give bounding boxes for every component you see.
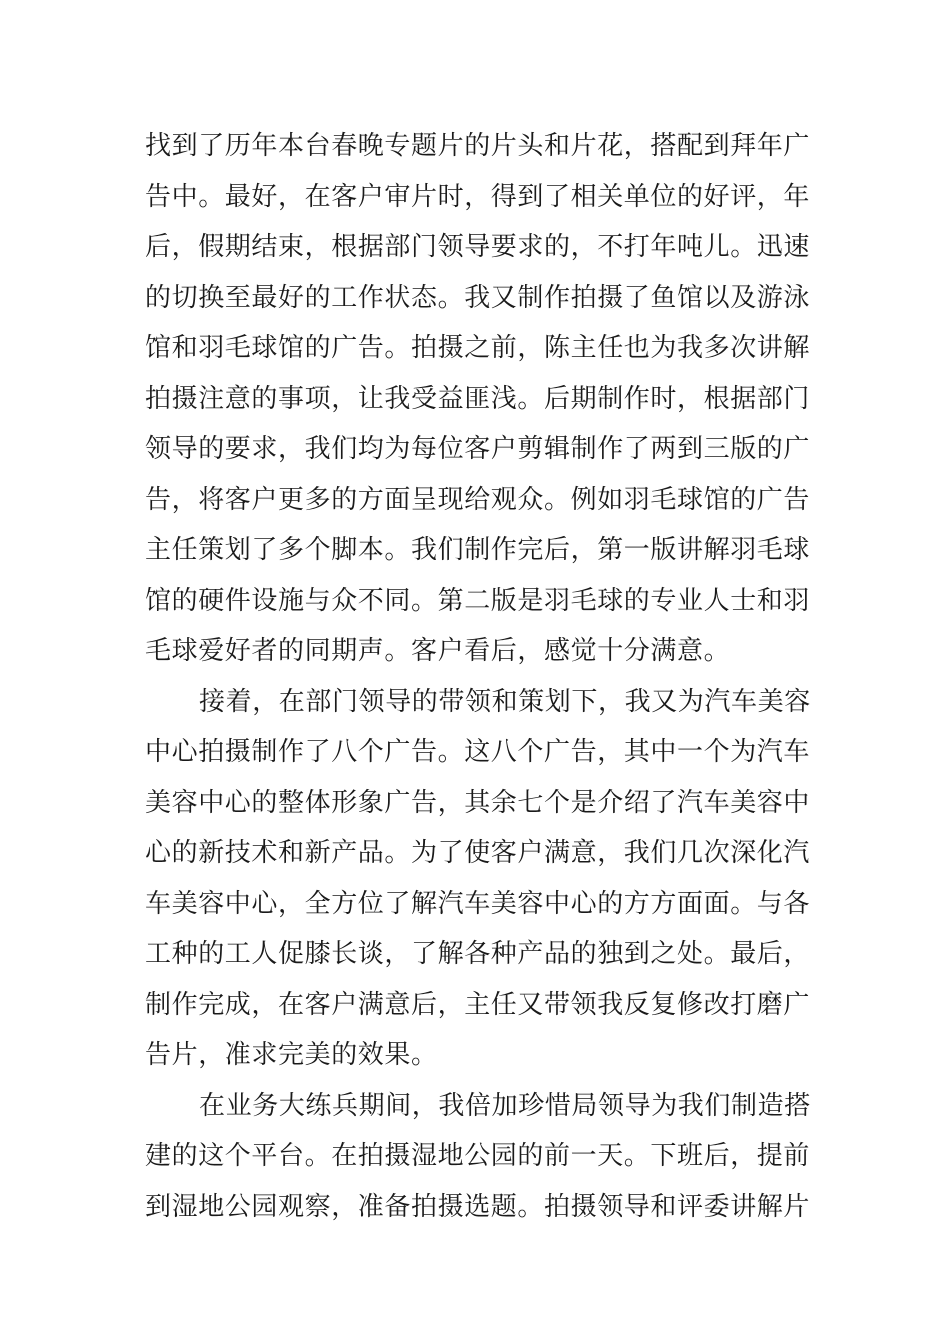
text-line: 心的新技术和新产品。为了使客户满意，我们几次深化汽 bbox=[145, 838, 811, 868]
text-line: 的切换至最好的工作状态。我又制作拍摄了鱼馆以及游泳 bbox=[145, 282, 811, 313]
text-line: 车美容中心，全方位了解汽车美容中心的方方面面。与各 bbox=[145, 888, 811, 919]
text-line: 馆的硬件设施与众不同。第二版是羽毛球的专业人士和羽 bbox=[145, 585, 811, 616]
text-line: 找到了历年本台春晚专题片的片头和片花，搭配到拜年广 bbox=[145, 131, 811, 161]
text-line: 告，将客户更多的方面呈现给观众。例如羽毛球馆的广告 bbox=[145, 484, 811, 515]
text-line: 后，假期结束，根据部门领导要求的，不打年吨儿。迅速 bbox=[145, 232, 811, 262]
paragraph-start-line: 在业务大练兵期间，我倍加珍惜局领导为我们制造搭 bbox=[199, 1090, 811, 1121]
text-line: 主任策划了多个脚本。我们制作完后，第一版讲解羽毛球 bbox=[145, 535, 811, 565]
text-line: 领导的要求，我们均为每位客户剪辑制作了两到三版的广 bbox=[145, 434, 811, 464]
text-line: 中心拍摄制作了八个广告。这八个广告，其中一个为汽车 bbox=[145, 737, 811, 767]
text-line: 馆和羽毛球馆的广告。拍摄之前，陈主任也为我多次讲解 bbox=[145, 333, 811, 363]
text-line: 毛球爱好者的同期声。客户看后，感觉十分满意。 bbox=[145, 636, 731, 666]
text-line: 建的这个平台。在拍摄湿地公园的前一天。下班后，提前 bbox=[145, 1141, 811, 1171]
text-line: 拍摄注意的事项，让我受益匪浅。后期制作时，根据部门 bbox=[145, 383, 811, 414]
paragraph-start-line: 接着，在部门领导的带领和策划下，我又为汽车美容 bbox=[199, 686, 811, 717]
text-line: 制作完成，在客户满意后，主任又带领我反复修改打磨广 bbox=[145, 989, 811, 1020]
text-line: 告片，准求完美的效果。 bbox=[145, 1040, 438, 1070]
document-body bbox=[145, 121, 810, 1232]
text-line: 工种的工人促膝长谈，了解各种产品的独到之处。最后， bbox=[145, 939, 811, 969]
text-line: 到湿地公园观察，准备拍摄选题。拍摄领导和评委讲解片 bbox=[145, 1191, 811, 1222]
text-line: 美容中心的整体形象广告，其余七个是介绍了汽车美容中 bbox=[145, 787, 811, 818]
text-line: 告中。最好，在客户审片时，得到了相关单位的好评，年 bbox=[145, 181, 811, 212]
